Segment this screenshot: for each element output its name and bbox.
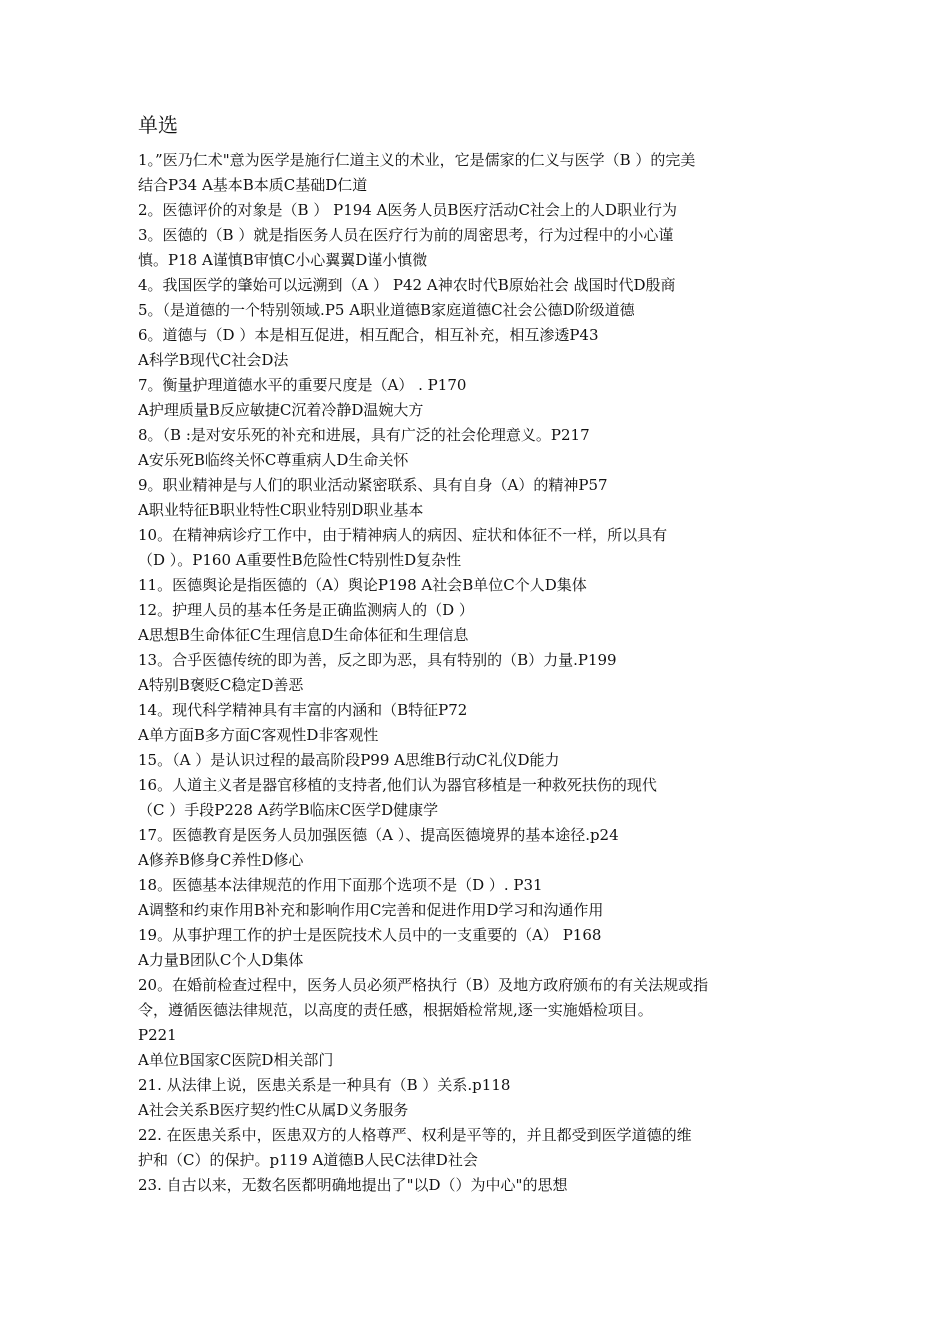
text-line: 10。在精神病诊疗工作中，由于精神病人的病因、症状和体征不一样，所以具有: [138, 526, 668, 544]
section-heading: 单选: [138, 113, 178, 137]
text-line: A力量B团队C个人D集体: [138, 951, 304, 969]
text-line: A单位B国家C医院D相关部门: [138, 1051, 334, 1069]
text-line: 21. 从法律上说，医患关系是一种具有（B ）关系.p118: [138, 1076, 511, 1094]
text-line: A单方面B多方面C客观性D非客观性: [138, 726, 379, 744]
text-line: A职业特征B职业特性C职业特别D职业基本: [138, 501, 424, 519]
text-line: 慎。P18 A谨慎B审慎C小心翼翼D谨小慎微: [138, 251, 428, 269]
text-line: 20。在婚前检查过程中，医务人员必须严格执行（B）及地方政府颁布的有关法规或指: [138, 976, 709, 994]
text-line: 17。医德教育是医务人员加强医德（A ）、提高医德境界的基本途径.p24: [138, 826, 619, 844]
text-line: 11。医德舆论是指医德的（A）舆论P198 A社会B单位C个人D集体: [138, 576, 587, 594]
text-line: 7。衡量护理道德水平的重要尺度是（A） . P170: [138, 376, 467, 394]
text-line: 护和（C）的保护。p119 A道德B人民C法律D社会: [138, 1151, 478, 1169]
text-line: 2。医德评价的对象是（B ） P194 A医务人员B医疗活动C社会上的人D职业行为: [138, 201, 677, 219]
text-line: 12。护理人员的基本任务是正确监测病人的（D ）: [138, 601, 474, 619]
text-line: 8。（B :是对安乐死的补充和进展，具有广泛的社会伦理意义。P217: [138, 426, 590, 444]
text-line: A调整和约束作用B补充和影响作用C完善和促进作用D学习和沟通作用: [138, 901, 604, 919]
text-line: 4。我国医学的肇始可以远溯到（A ） P42 A神农时代B原始社会 战国时代D殷商: [138, 276, 676, 294]
text-line: （C ）手段P228 A药学B临床C医学D健康学: [138, 801, 439, 819]
text-line: 1。”医乃仁术"意为医学是施行仁道主义的术业，它是儒家的仁义与医学（B ）的完美: [138, 151, 696, 169]
text-line: 3。医德的（B ）就是指医务人员在医疗行为前的周密思考，行为过程中的小心谨: [138, 226, 674, 244]
text-line: A修养B修身C养性D修心: [138, 851, 304, 869]
text-line: 13。合乎医德传统的即为善，反之即为恶，具有特别的（B）力量.P199: [138, 651, 617, 669]
text-line: 6。道德与（D ）本是相互促进，相互配合，相互补充，相互渗透P43: [138, 326, 599, 344]
text-line: P221: [138, 1026, 177, 1044]
text-line: A社会关系B医疗契约性C从属D义务服务: [138, 1101, 409, 1119]
text-line: A安乐死B临终关怀C尊重病人D生命关怀: [138, 451, 409, 469]
text-line: A科学B现代C社会D法: [138, 351, 289, 369]
text-line: A思想B生命体征C生理信息D生命体征和生理信息: [138, 626, 469, 644]
text-line: A护理质量B反应敏捷C沉着冷静D温婉大方: [138, 401, 424, 419]
question-list: [138, 148, 838, 1198]
text-line: 22. 在医患关系中，医患双方的人格尊严、权利是平等的，并且都受到医学道德的维: [138, 1126, 692, 1144]
text-line: 令，遵循医德法律规范，以高度的责任感，根据婚检常规,逐一实施婚检项目。: [138, 1001, 653, 1019]
document-page: [138, 112, 838, 1198]
text-line: 16。人道主义者是器官移植的支持者,他们认为器官移植是一种救死扶伤的现代: [138, 776, 657, 794]
text-line: 5。（是道德的一个特别领域.P5 A职业道德B家庭道德C社会公德D阶级道德: [138, 301, 635, 319]
text-line: 9。职业精神是与人们的职业活动紧密联系、具有自身（A）的精神P57: [138, 476, 608, 494]
text-line: （D ）。P160 A重要性B危险性C特别性D复杂性: [138, 551, 462, 569]
text-line: 结合P34 A基本B本质C基础D仁道: [138, 176, 368, 194]
text-line: 19。从事护理工作的护士是医院技术人员中的一支重要的（A） P168: [138, 926, 602, 944]
text-line: 15。（A ）是认识过程的最高阶段P99 A思维B行动C礼仪D能力: [138, 751, 560, 769]
text-line: 23. 自古以来，无数名医都明确地提出了"以D（）为中心"的思想: [138, 1176, 568, 1194]
text-line: 18。医德基本法律规范的作用下面那个选项不是（D ）. P31: [138, 876, 543, 894]
text-line: A特别B褒贬C稳定D善恶: [138, 676, 304, 694]
text-line: 14。现代科学精神具有丰富的内涵和（B特征P72: [138, 701, 468, 719]
